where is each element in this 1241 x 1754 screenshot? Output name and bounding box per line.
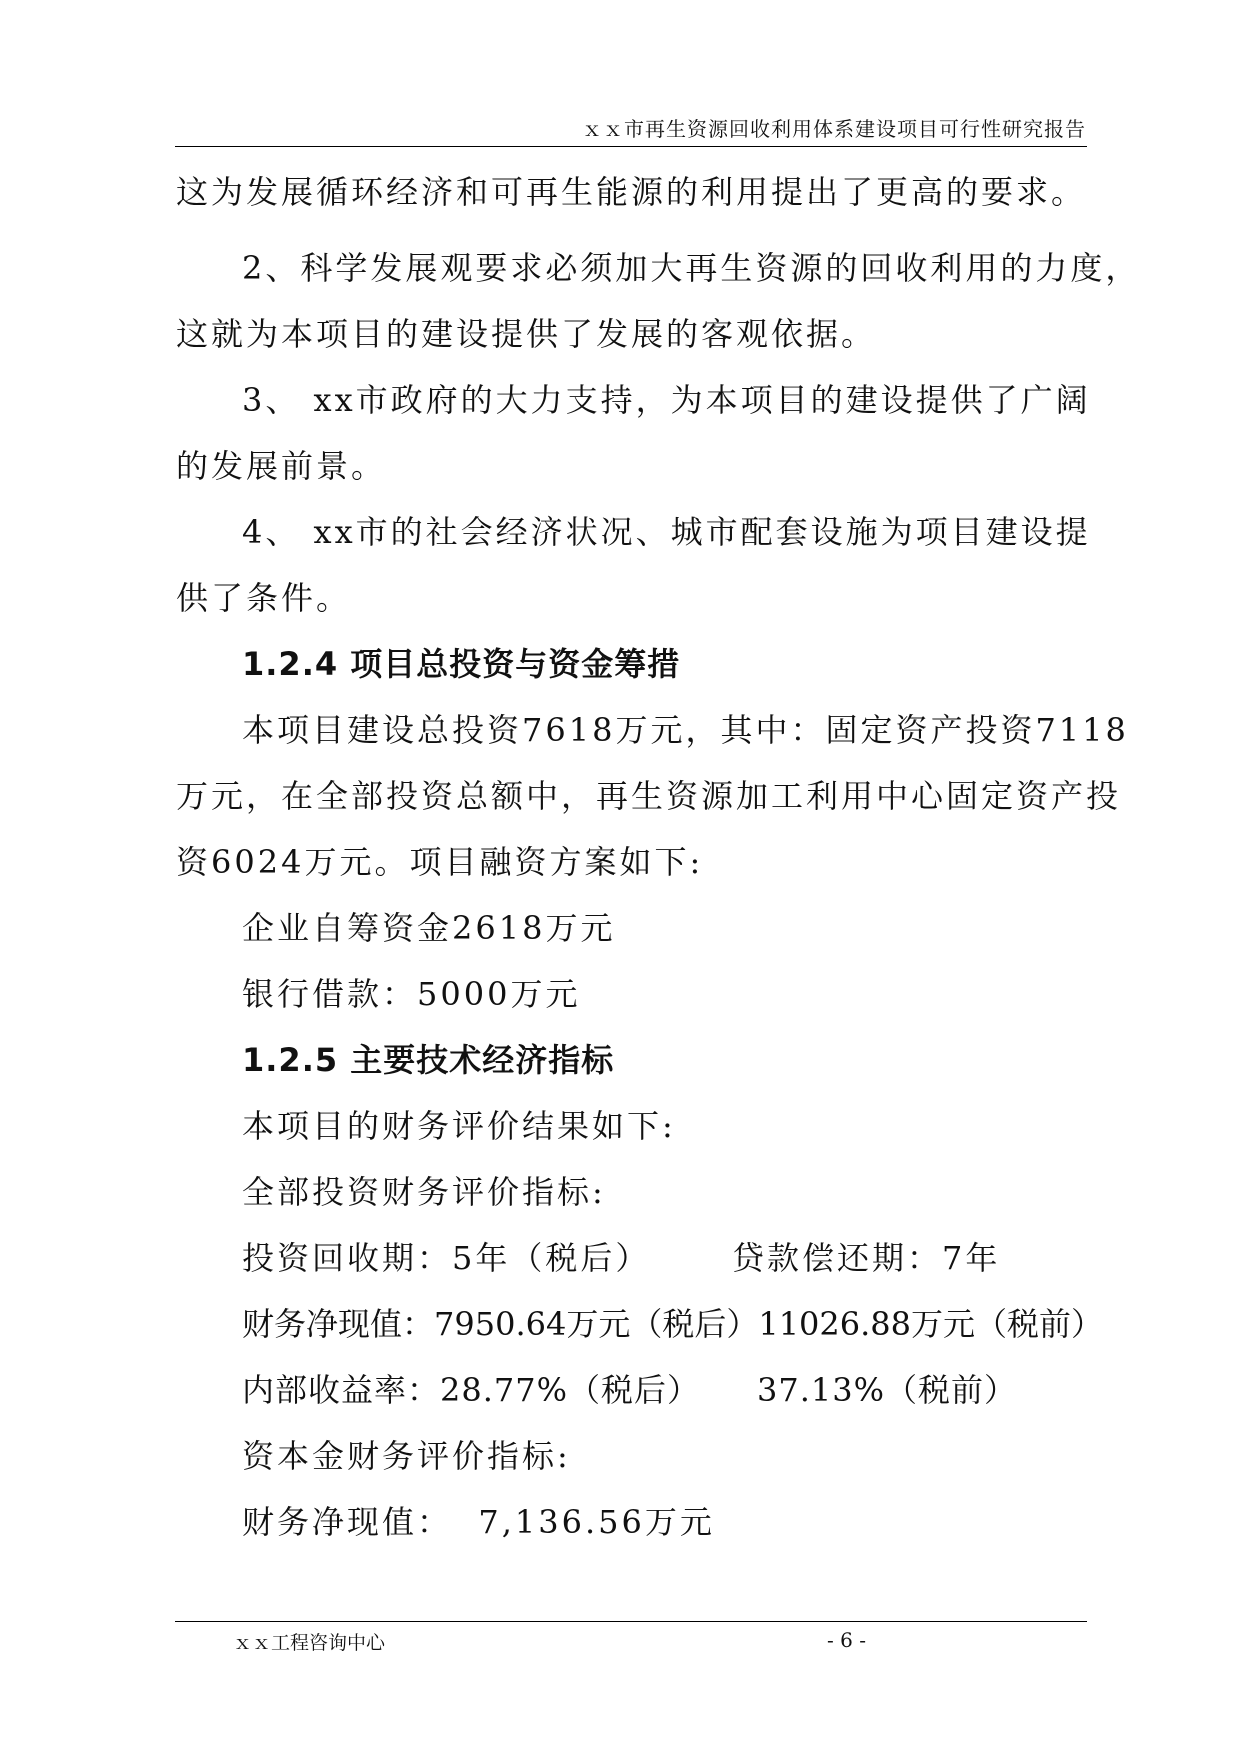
loan-repayment-period: 贷款偿还期：7年: [732, 1239, 1001, 1277]
equity-npv: 财务净现值： 7,136.56万元: [242, 1503, 715, 1541]
page-number: - 6 -: [827, 1628, 866, 1652]
paragraph-line: 4、 xx市的社会经济状况、城市配套设施为项目建设提: [242, 513, 1091, 551]
paragraph-line: 本项目的财务评价结果如下:: [242, 1107, 676, 1145]
paragraph-line: 资6024万元。项目融资方案如下:: [176, 843, 704, 881]
paragraph-line: 资本金财务评价指标:: [242, 1437, 571, 1475]
footer-organization: ｘｘ工程咨询中心: [233, 1632, 386, 1654]
section-heading-1-2-5: 1.2.5 主要技术经济指标: [242, 1041, 615, 1079]
paragraph-line: 全部投资财务评价指标:: [242, 1173, 606, 1211]
paragraph-line: 供了条件。: [176, 579, 352, 617]
paragraph-line: 3、 xx市政府的大力支持，为本项目的建设提供了广阔: [242, 381, 1091, 419]
bank-loan-line: 银行借款：5000万元: [242, 975, 581, 1013]
header-rule: [175, 146, 1087, 147]
irr-after-tax: 内部收益率：28.77%（税后）: [242, 1371, 701, 1409]
irr-before-tax: 37.13%（税前）: [757, 1371, 1018, 1409]
paragraph-line: 2、科学发展观要求必须加大再生资源的回收利用的力度，: [242, 249, 1141, 287]
section-heading-1-2-4: 1.2.4 项目总投资与资金筹措: [242, 645, 681, 683]
paragraph-line: 的发展前景。: [176, 447, 387, 485]
self-funding-line: 企业自筹资金2618万元: [242, 909, 616, 947]
paragraph-line: 本项目建设总投资7618万元，其中：固定资产投资7118: [242, 711, 1129, 749]
footer-rule: [175, 1621, 1087, 1622]
paragraph-line: 万元，在全部投资总额中，再生资源加工利用中心固定资产投: [176, 777, 1122, 815]
payback-period: 投资回收期：5年（税后）: [242, 1239, 651, 1277]
running-header: ｘｘ市再生资源回收利用体系建设项目可行性研究报告: [582, 117, 1086, 141]
paragraph-line: 这为发展循环经济和可再生能源的利用提出了更高的要求。: [176, 173, 1087, 211]
financial-npv: 财务净现值：7950.64万元（税后）11026.88万元（税前）: [242, 1305, 1104, 1343]
paragraph-line: 这就为本项目的建设提供了发展的客观依据。: [176, 315, 877, 353]
